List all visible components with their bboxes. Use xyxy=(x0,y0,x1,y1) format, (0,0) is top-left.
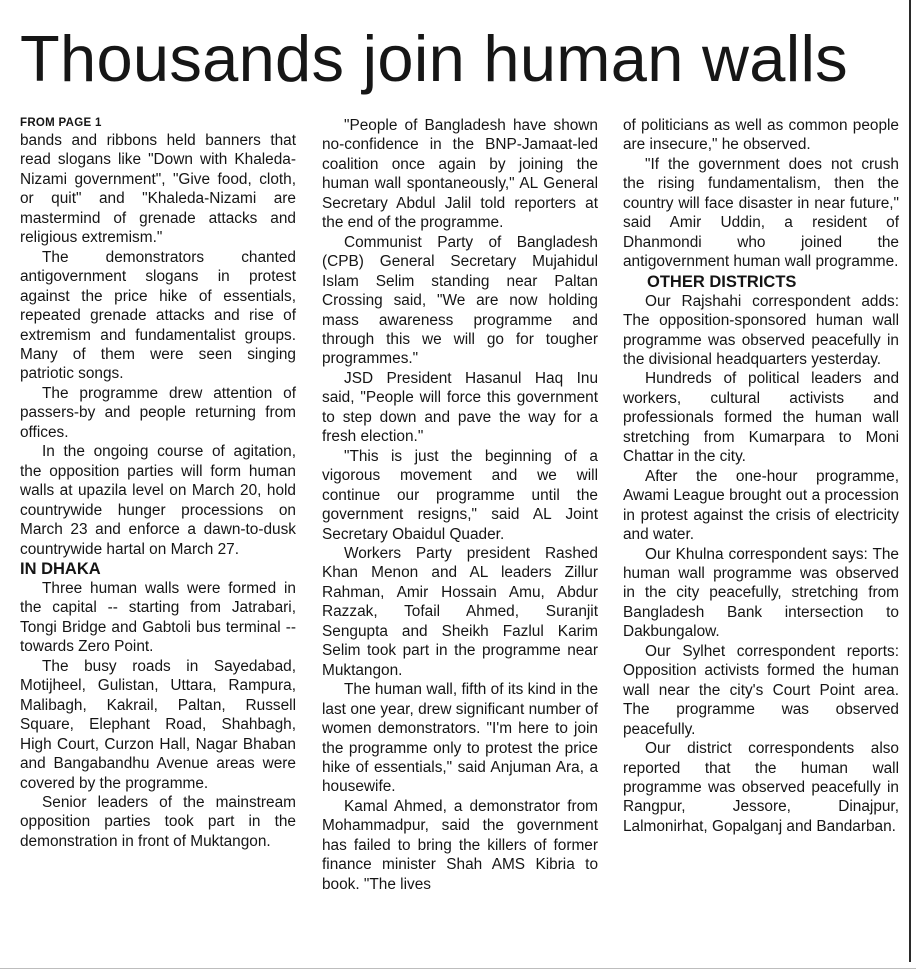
paragraph: of politicians as well as common people are insecure," he observed. xyxy=(623,117,899,154)
paragraph: bands and ribbons held banners that read slogans like "Down with Khaleda-Nizami government", "Give food, cloth, or quit" and "Khaleda-Nizami are mastermind of grenade attacks and religious extremism." xyxy=(20,132,296,247)
paragraph: Kamal Ahmed, a demonstrator from Mohammadpur, said the government has failed to bring the killers of former finance minister Shah AMS Kibria to book. "The lives xyxy=(322,797,598,893)
paragraph: Hundreds of political leaders and workers, cultural activists and professionals formed the human wall stretching from Kumarpara to Moni Chattar in the city. xyxy=(623,370,899,466)
paragraph: The busy roads in Sayedabad, Motijheel, Gulistan, Uttara, Rampura, Malibagh, Kakrail, Paltan, Russell Square, Elephant Road, Shahbagh, High Court, Curzon Hall, Nagar Bhaban and Bangabandhu Avenue areas were covered by the programme. xyxy=(20,657,296,792)
subhead-other-districts: OTHER DISTRICTS xyxy=(647,272,797,291)
paragraph: Senior leaders of the mainstream opposition parties took part in the demonstration in front of Muktangon. xyxy=(20,793,296,850)
paragraph: The human wall, fifth of its kind in the last one year, drew significant number of women demonstrators. "I'm here to join the programme only to protest the price hike of essentials," said Anjuman Ara, a housewife. xyxy=(322,681,598,796)
paragraph: After the one-hour programme, Awami League brought out a procession in protest against the crisis of electricity and water. xyxy=(623,467,899,544)
paragraph: Our district correspondents also reported that the human wall programme was observed peacefully in Rangpur, Jessore, Dinajpur, Lalmonirhat, Gopalganj and Bandarban. xyxy=(623,740,899,835)
article-column-3 xyxy=(623,116,899,836)
paragraph: JSD President Hasanul Haq Inu said, "People will force this government to step down and pave the way for a fresh election." xyxy=(322,369,598,446)
paragraph: Three human walls were formed in the capital -- starting from Jatrabari, Tongi Bridge and Gabtoli bus terminal -- towards Zero Point. xyxy=(20,579,296,656)
from-page-kicker: FROM PAGE 1 xyxy=(20,117,102,129)
paragraph: Our Khulna correspondent says: The human wall programme was observed in the city peacefully, stretching from Bangladesh Bank intersection to Dakbungalow. xyxy=(623,545,899,641)
paragraph: Communist Party of Bangladesh (CPB) General Secretary Mujahidul Islam Selim standing near Paltan Crossing said, "We are now holding mass awareness programme and through this we will go for tougher programmes." xyxy=(322,233,598,368)
paragraph: The programme drew attention of passers-by and people returning from offices. xyxy=(20,384,296,441)
paragraph: Our Rajshahi correspondent adds: The opposition-sponsored human wall programme was observed peacefully in the divisional headquarters yesterday. xyxy=(623,292,899,368)
page-bottom-rule xyxy=(0,968,916,969)
paragraph: "People of Bangladesh have shown no-confidence in the BNP-Jamaat-led coalition once again by joining the human wall spontaneously," AL General Secretary Abdul Jalil told reporters at the end of the programme. xyxy=(322,117,598,232)
paragraph: Workers Party president Rashed Khan Menon and AL leaders Zillur Rahman, Amir Hossain Amu, Abdur Razzak, Tofail Ahmed, Suranjit Sengupta and Sheikh Fazlul Karim Selim took part in the programme near Muktangon. xyxy=(322,544,598,679)
paragraph: "If the government does not crush the rising fundamentalism, then the country will face disaster in near future," said Amir Uddin, a resident of Dhanmondi who joined the antigovernment human wall programme. xyxy=(623,155,899,271)
paragraph: In the ongoing course of agitation, the opposition parties will form human walls at upazila level on March 20, hold countrywide hunger processions on March 23 and enforce a dawn-to-dusk countrywide hartal on March 27. xyxy=(20,443,296,558)
article-column-1 xyxy=(20,116,296,851)
article-column-2 xyxy=(322,116,598,894)
subhead-in-dhaka: IN DHAKA xyxy=(20,559,101,578)
paragraph: The demonstrators chanted antigovernment slogans in protest against the price hike of essentials, repeated grenade attacks and rise of extremism and fundamentalist groups. Many of them were seen singing patriotic songs. xyxy=(20,248,296,383)
paragraph: "This is just the beginning of a vigorous movement and we will continue our programme until the government resigns," said AL Joint Secretary Obaidul Quader. xyxy=(322,447,598,543)
headline: Thousands join human walls xyxy=(20,22,848,95)
paragraph: Our Sylhet correspondent reports: Opposition activists formed the human wall near the city's Court Point area. The programme was observed peacefully. xyxy=(623,642,899,738)
column-rule-right xyxy=(909,0,911,962)
